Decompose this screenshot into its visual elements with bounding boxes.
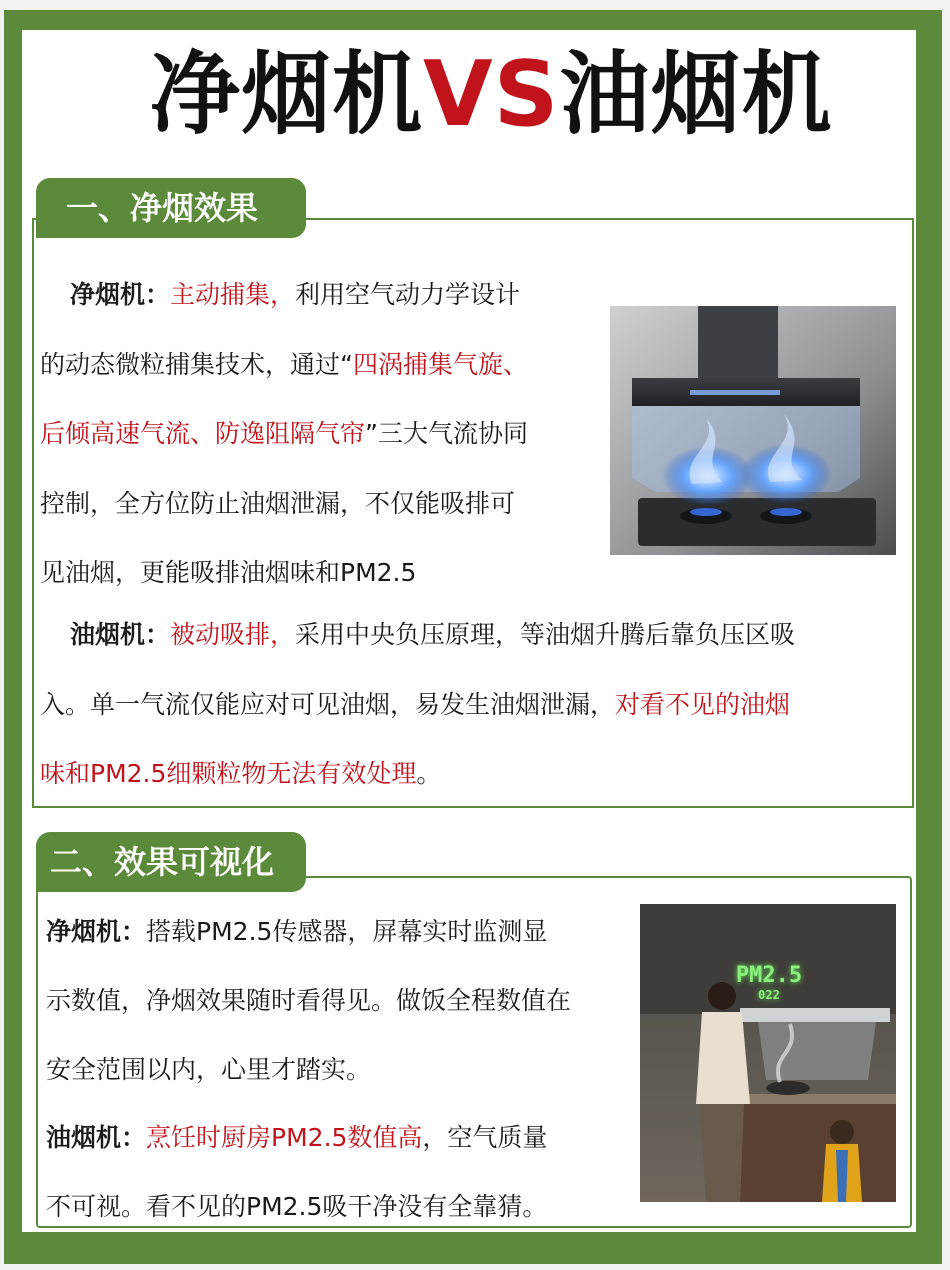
highlight-text: 主动捕集， — [170, 280, 296, 309]
highlight-text: 味和PM2.5细颗粒物无法有效处理 — [40, 759, 417, 788]
text-line — [40, 739, 795, 809]
section-1-heading: 一、净烟效果 — [36, 178, 306, 238]
text-line: 安全范围以内，心里才踏实。 — [46, 1055, 372, 1084]
range-hood-photo — [610, 306, 896, 555]
body-text: 的动态微粒捕集技术，通过“ — [40, 349, 353, 379]
body-text: 采用中央负压原理，等油烟升腾后靠负压区吸 — [295, 620, 796, 649]
body-text: 搭载PM2.5传感器，屏幕实时监测显 — [146, 917, 548, 946]
body-text: 。 — [416, 759, 442, 788]
label-youyanji: 油烟机： — [46, 1123, 147, 1152]
section-2-paragraph-1 — [46, 897, 571, 1104]
body-text: 利用空气动力学设计 — [295, 280, 521, 309]
text-line: 示数值，净烟效果随时看得见。做饭全程数值在 — [46, 986, 572, 1015]
highlight-text: 后倾高速气流、防逸阻隔气帘 — [40, 419, 366, 448]
highlight-text: 四涡捕集气旋、 — [352, 349, 528, 379]
highlight-text: 被动吸排， — [170, 620, 296, 649]
highlight-text: 对看不见的油烟 — [615, 689, 791, 719]
body-text: ”三大气流协同 — [365, 419, 528, 448]
pm25-display — [734, 964, 804, 1002]
body-text: ，空气质量 — [422, 1123, 548, 1152]
text-line: 见油烟，更能吸排油烟味和PM2.5 — [40, 558, 417, 587]
text-line — [46, 1103, 547, 1172]
text-line: 控制，全方位防止油烟泄漏，不仅能吸排可 — [40, 488, 516, 518]
title-right: 油烟机 — [559, 42, 833, 147]
section-1-paragraph-2 — [40, 600, 795, 809]
text-line: 不可视。看不见的PM2.5吸干净没有全靠猜。 — [46, 1192, 548, 1221]
text-line — [40, 670, 795, 740]
text-line — [40, 600, 795, 670]
text-line — [40, 260, 528, 330]
pm25-label: PM2.5 — [735, 963, 803, 988]
title-vs: VS — [423, 42, 560, 147]
section-2-paragraph-2 — [46, 1103, 547, 1241]
pm25-value: 022 — [758, 988, 780, 1002]
page-title — [150, 40, 840, 150]
section-1-paragraph-1 — [40, 260, 528, 608]
label-youyanji: 油烟机： — [70, 620, 171, 649]
label-jingyanji: 净烟机： — [46, 917, 147, 946]
title-left: 净烟机 — [150, 42, 423, 147]
text-line — [46, 897, 571, 966]
highlight-text: 烹饪时厨房PM2.5数值高 — [146, 1123, 423, 1152]
text-line — [40, 330, 528, 400]
kitchen-photo — [640, 904, 896, 1202]
text-line — [40, 399, 528, 469]
label-jingyanji: 净烟机： — [70, 280, 171, 309]
section-2-heading: 二、效果可视化 — [36, 832, 306, 892]
body-text: 入。单一气流仅能应对可见油烟，易发生油烟泄漏， — [40, 689, 616, 719]
